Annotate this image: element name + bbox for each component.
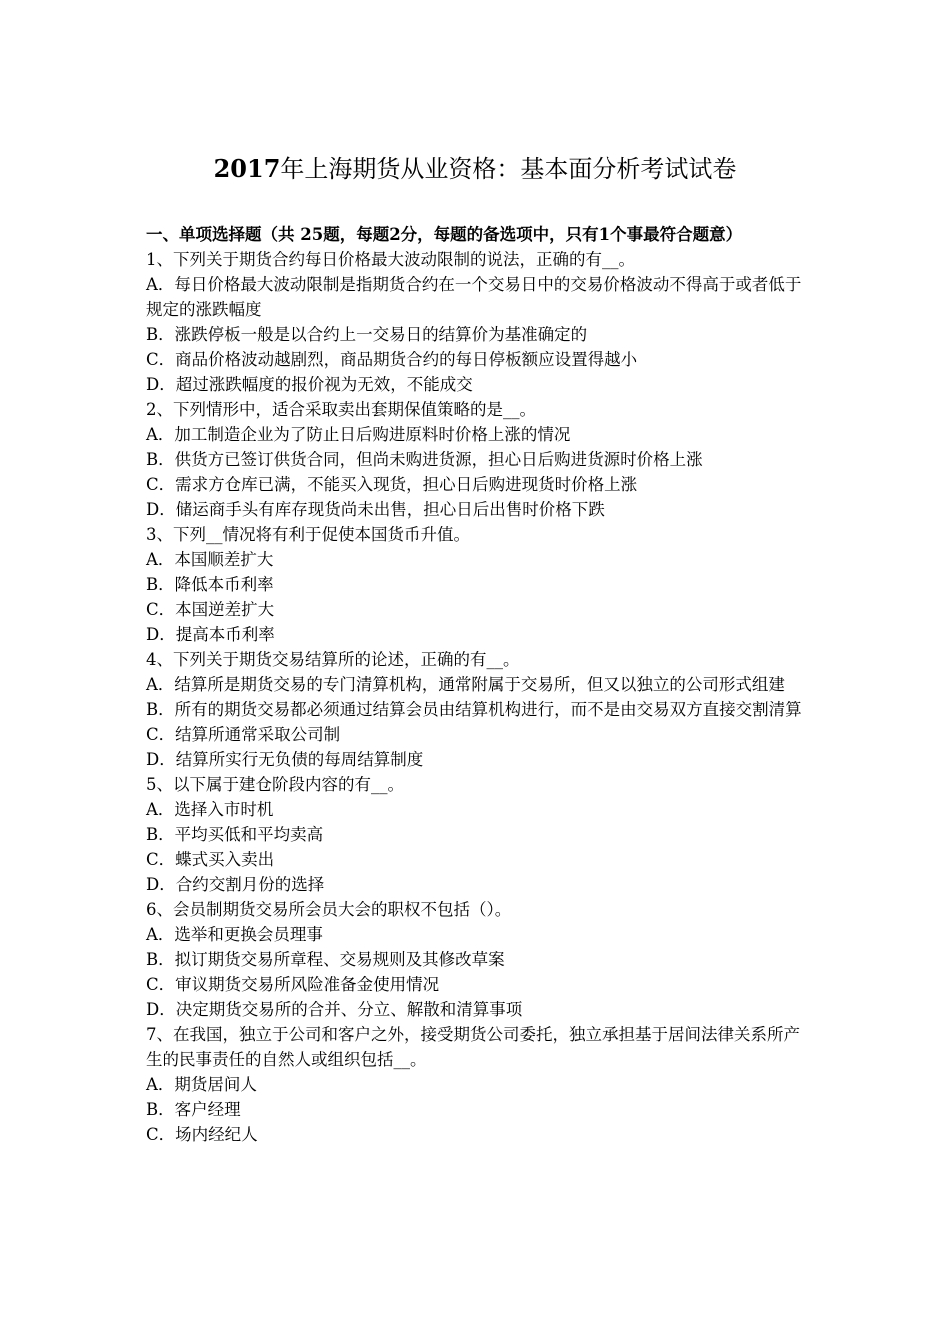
title-text: 年上海期货从业资格：基本面分析考试试卷: [280, 155, 737, 183]
question-stem: 1、下列关于期货合约每日价格最大波动限制的说法，正确的有__。: [146, 250, 635, 269]
option-a: A．期货居间人: [146, 1075, 257, 1094]
option-a: A．本国顺差扩大: [146, 550, 274, 569]
option-b: B．供货方已签订供货合同，但尚未购进货源，担心日后购进货源时价格上涨: [146, 450, 703, 469]
option-a: A．每日价格最大波动限制是指期货合约在一个交易日中的交易价格波动不得高于或者低于规定的涨跌幅度: [146, 275, 802, 319]
option-c: C．商品价格波动越剧烈，商品期货合约的每日停板额应设置得越小: [146, 350, 638, 369]
title-year: 2017: [213, 154, 281, 183]
option-c: C．审议期货交易所风险准备金使用情况: [146, 975, 440, 994]
option-d: D．储运商手头有库存现货尚未出售，担心日后出售时价格下跌: [146, 500, 605, 519]
option-a: A．加工制造企业为了防止日后购进原料时价格上涨的情况: [146, 425, 571, 444]
option-b: B．拟订期货交易所章程、交易规则及其修改草案: [146, 950, 505, 969]
option-c: C．场内经纪人: [146, 1125, 258, 1144]
question-6: [146, 897, 814, 1022]
question-stem: 5、以下属于建仓阶段内容的有__。: [146, 775, 404, 794]
option-a: A．选举和更换会员理事: [146, 925, 323, 944]
option-b: B．涨跌停板一般是以合约上一交易日的结算价为基准确定的: [146, 325, 588, 344]
option-b: B．所有的期货交易都必须通过结算会员由结算机构进行，而不是由交易双方直接交割清算: [146, 700, 802, 719]
option-b: B．平均买低和平均卖高: [146, 825, 324, 844]
section-heading: 一、单项选择题（共 25题，每题2分，每题的备选项中，只有1个事最符合题意）: [146, 225, 743, 244]
option-d: D．决定期货交易所的合并、分立、解散和清算事项: [146, 1000, 523, 1019]
option-d: D．合约交割月份的选择: [146, 875, 325, 894]
question-4: [146, 647, 814, 772]
question-stem: 2、下列情形中，适合采取卖出套期保值策略的是__。: [146, 400, 536, 419]
question-7: [146, 1022, 814, 1147]
document-body: [146, 222, 814, 1147]
question-stem: 4、下列关于期货交易结算所的论述，正确的有__。: [146, 650, 520, 669]
question-stem: 6、会员制期货交易所会员大会的职权不包括（）。: [146, 900, 512, 919]
option-b: B．降低本币利率: [146, 575, 274, 594]
question-5: [146, 772, 814, 897]
question-2: [146, 397, 814, 522]
question-1: [146, 247, 814, 397]
option-a: A．选择入市时机: [146, 800, 274, 819]
option-a: A．结算所是期货交易的专门清算机构，通常附属于交易所，但又以独立的公司形式组建: [146, 675, 785, 694]
question-stem: 3、下列__情况将有利于促使本国货币升值。: [146, 525, 470, 544]
option-b: B．客户经理: [146, 1100, 241, 1119]
option-c: C．结算所通常采取公司制: [146, 725, 341, 744]
document-title: [0, 152, 950, 186]
option-c: C．蝶式买入卖出: [146, 850, 275, 869]
question-3: [146, 522, 814, 647]
option-d: D．超过涨跌幅度的报价视为无效，不能成交: [146, 375, 473, 394]
option-d: D．结算所实行无负债的每周结算制度: [146, 750, 424, 769]
option-d: D．提高本币利率: [146, 625, 275, 644]
question-stem: 7、在我国，独立于公司和客户之外，接受期货公司委托，独立承担基于居间法律关系所产生的民事责任的自然人或组织包括__。: [146, 1025, 800, 1069]
option-c: C．需求方仓库已满，不能买入现货，担心日后购进现货时价格上涨: [146, 475, 638, 494]
option-c: C．本国逆差扩大: [146, 600, 275, 619]
